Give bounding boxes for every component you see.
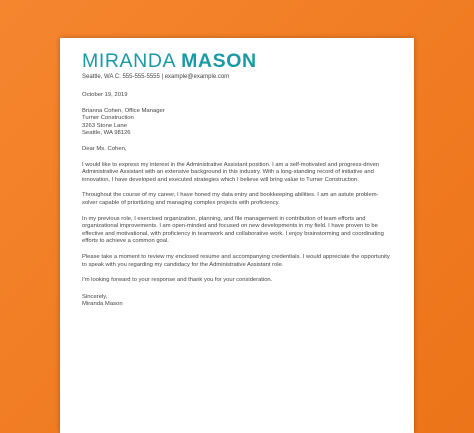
- cover-letter-page: [60, 38, 414, 433]
- body-paragraph: I'm looking forward to your response and thank you for your consideration.: [82, 277, 273, 284]
- signature-name: Miranda Mason: [82, 301, 123, 308]
- recipient-address: [82, 108, 392, 138]
- closing: Sincerely,: [82, 293, 108, 300]
- first-name: MIRANDA: [82, 50, 176, 72]
- body-paragraph: I would like to express my interest in the Administrative Assistant position. I am a self-motivated and progress-driven Administrative Assistant with an extensive background in this industry. With a long-standing record of initiative and innovation, I have developed and executed strategies which I believe will bring value to Turner Construction.: [82, 161, 380, 183]
- contact-info: Seattle, WA C: 555-555-5555 | example@example.com: [82, 74, 230, 80]
- body-paragraph: Throughout the course of my career, I have honed my data entry and bookkeeping abilities. I am an astute problem-solver capable of prioritizing and managing complex projects with proficiency.: [82, 192, 379, 206]
- body-paragraph: In my previous role, I exercised organization, planning, and file management in contribution of team efforts and organizational improvements. I am open-minded and focused on new developments in my field. I have proven to be effective and motivational, with proficiency in teamwork and collaborative work. I enjoy brainstorming and coordinating efforts to achieve a common goal.: [82, 215, 384, 245]
- recipient-line: 3263 Stone Lane: [82, 122, 127, 129]
- recipient-line: Brianna Cohen, Office Manager: [82, 107, 165, 114]
- last-name: MASON: [181, 50, 257, 72]
- letter-date: October 19, 2019: [82, 92, 128, 98]
- body-paragraph: Please take a moment to review my enclosed resume and accompanying credentials. I would appreciate the opportunity to speak with you regarding my candidacy for the Administrative Assistant role.: [82, 253, 390, 268]
- recipient-line: Seattle, WA 98126: [82, 130, 131, 137]
- recipient-line: Turner Construction: [82, 115, 134, 122]
- applicant-name: [82, 50, 392, 72]
- salutation: Dear Ms. Cohen,: [82, 145, 127, 152]
